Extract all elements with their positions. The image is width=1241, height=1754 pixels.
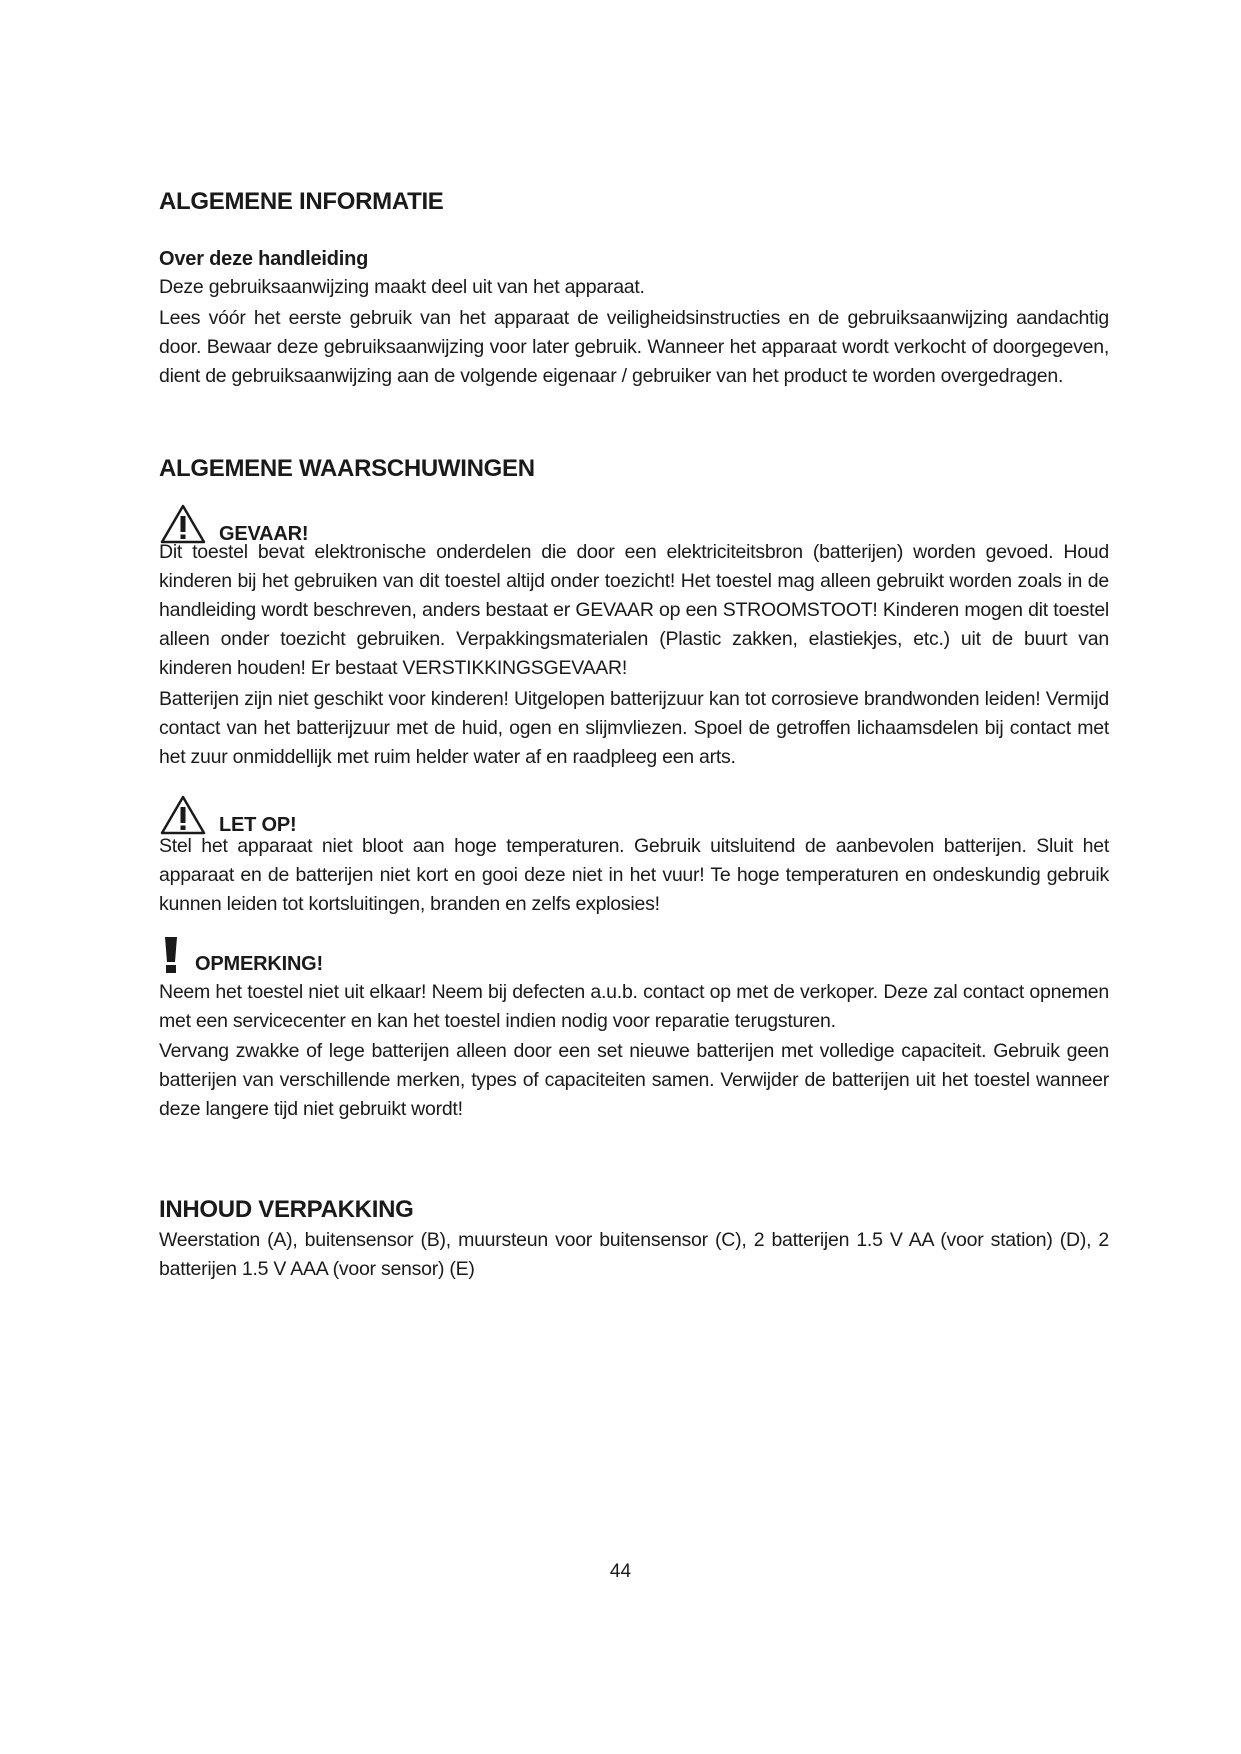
heading-package-contents: INHOUD VERPAKKING: [159, 1196, 414, 1223]
subheading-manual: Over deze handleiding: [159, 248, 369, 270]
heading-general-info: ALGEMENE INFORMATIE: [159, 188, 444, 215]
note-header: [159, 935, 323, 975]
paragraph-note-disassemble: Neem het toestel niet uit elkaar! Neem bij defecten a.u.b. contact op met de verkoper. Deze zal contact opnemen met een servicecenter en kan het toestel indien nodig voor reparatie terugsturen.: [159, 981, 1109, 1032]
caution-header: [159, 794, 297, 836]
paragraph-danger-electric: Dit toestel bevat elektronische onderdelen die door een elektriciteitsbron (batterijen) worden gevoed. Houd kinderen bij het gebruiken van dit toestel altijd onder toezicht! Het toestel mag alleen gebruikt worden zoals in de handleiding wordt beschreven, anders bestaat er GEVAAR op een STROOMSTOOT! Kinderen mogen dit toestel alleen onder toezicht gebruiken. Verpakkingsmaterialen (Plastic zakken, elastiekjes, etc.) uit de buurt van kinderen houden! Er bestaat VERSTIKKINGSGEVAAR!: [159, 541, 1109, 679]
exclamation-icon: [159, 935, 183, 975]
paragraph-caution: Stel het apparaat niet bloot aan hoge temperaturen. Gebruik uitsluitend de aanbevolen batterijen. Sluit het apparaat en de batterijen niet kort en gooi deze niet in het vuur! Te hoge temperaturen en ondeskundig gebruik kunnen leiden tot kortsluitingen, branden en zelfs explosies!: [159, 835, 1109, 915]
note-label: OPMERKING!: [195, 953, 324, 975]
page-number: 44: [609, 1561, 632, 1582]
warning-triangle-icon: [159, 794, 207, 836]
caution-label: LET OP!: [219, 814, 297, 836]
paragraph-danger-batteries: Batterijen zijn niet geschikt voor kinderen! Uitgelopen batterijzuur kan tot corrosieve brandwonden leiden! Vermijd contact van het batterijzuur met de huid, ogen en slijmvliezen. Spoel de getroffen lichaamsdelen bij contact met het zuur onmiddellijk met ruim helder water af en raadpleeg een arts.: [159, 688, 1109, 768]
paragraph-package-contents: Weerstation (A), buitensensor (B), muursteun voor buitensensor (C), 2 batterijen 1.5 V AA (voor station) (D), 2 batterijen 1.5 V AAA (voor sensor) (E): [159, 1229, 1109, 1280]
paragraph-note-batteries: Vervang zwakke of lege batterijen alleen door een set nieuwe batterijen met volledige capaciteit. Gebruik geen batterijen van verschillende merken, types of capaciteiten samen. Verwijder de batterijen uit het toestel wanneer deze langere tijd niet gebruikt wordt!: [159, 1040, 1109, 1120]
danger-label: GEVAAR!: [219, 523, 309, 545]
heading-general-warnings: ALGEMENE WAARSCHUWINGEN: [159, 455, 535, 482]
paragraph-manual-part: Deze gebruiksaanwijzing maakt deel uit van het apparaat.: [159, 276, 645, 298]
paragraph-manual-instructions: Lees vóór het eerste gebruik van het apparaat de veiligheidsinstructies en de gebruiksaanwijzing aandachtig door. Bewaar deze gebruiksaanwijzing voor later gebruik. Wanneer het apparaat wordt verkocht of doorgegeven, dient de gebruiksaanwijzing aan de volgende eigenaar / gebruiker van het product te worden overgedragen.: [159, 307, 1109, 387]
